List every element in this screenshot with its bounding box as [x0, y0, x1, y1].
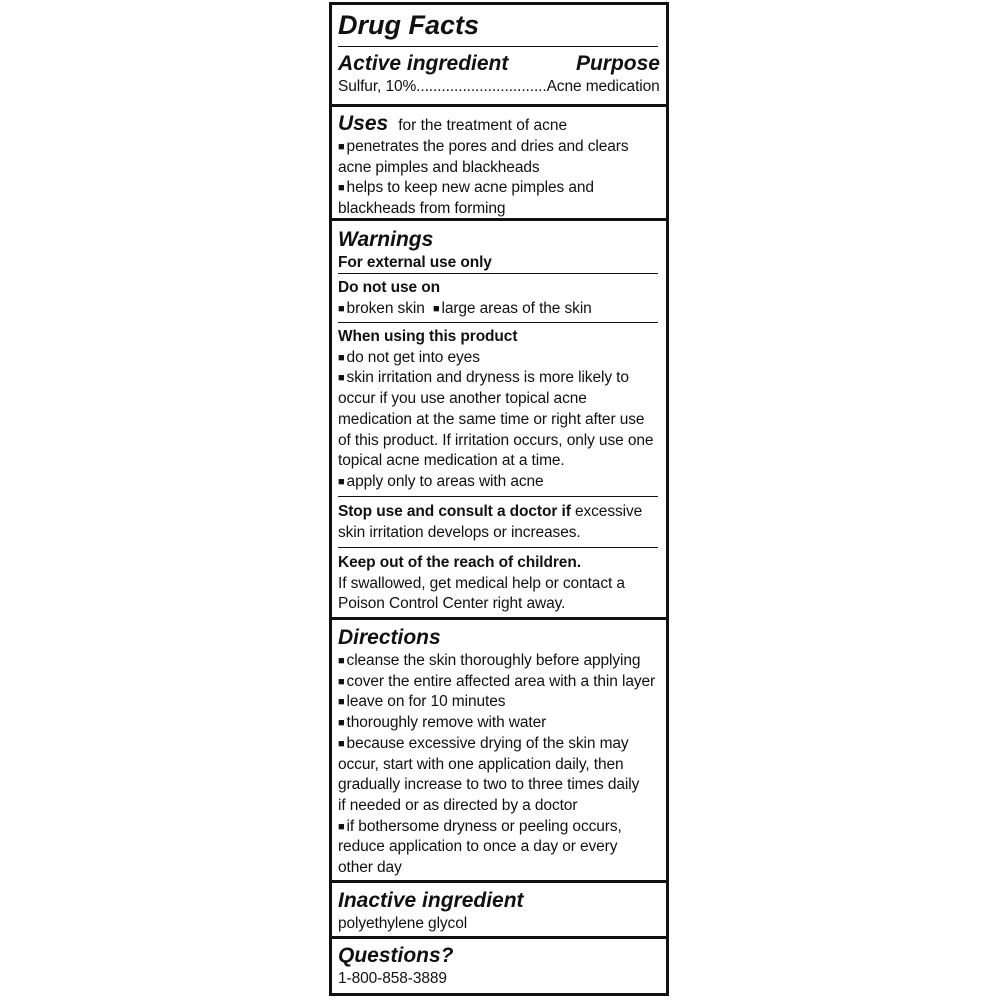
uses-intro: for the treatment of acne [398, 117, 568, 134]
directions-line-2: ■ cover the entire affected area with a thin layer [338, 672, 660, 693]
active-ingredient-section [332, 51, 666, 98]
do-not-use-heading: Do not use on [338, 279, 441, 296]
when-using-line-5: of this product. If irritation occurs, only use one [338, 431, 654, 449]
directions-line-9: ■ if bothersome dryness or peeling occurs, [338, 817, 660, 838]
when-using-line-1: ■ do not get into eyes [338, 348, 660, 369]
stop-use-heading: Stop use and consult a doctor if [338, 503, 571, 520]
inactive-ingredient-heading: Inactive ingredient [338, 889, 524, 912]
when-using-line-7: ■ apply only to areas with acne [338, 472, 660, 493]
stop-use-section [332, 502, 666, 543]
title-divider [338, 46, 658, 47]
questions-section [332, 936, 666, 990]
directions-line-6: occur, start with one application daily, then [338, 755, 624, 773]
keep-out-line-1: If swallowed, get medical help or contact a [338, 574, 625, 592]
external-use-line: For external use only [338, 254, 492, 271]
drug-facts-panel [329, 2, 669, 996]
directions-line-4: ■ thoroughly remove with water [338, 713, 660, 734]
directions-line-8: if needed or as directed by a doctor [338, 796, 578, 814]
warnings-section [332, 218, 666, 274]
warnings-heading: Warnings [338, 228, 434, 251]
active-ingredient-line: Sulfur, 10%...............................Acne medication [338, 78, 660, 95]
directions-line-11: other day [338, 859, 402, 877]
inactive-ingredient-section [332, 880, 666, 935]
drug-facts-title: Drug Facts [338, 10, 480, 40]
keep-out-heading: Keep out of the reach of children. [338, 554, 581, 571]
directions-line-5: ■ because excessive drying of the skin may [338, 734, 660, 755]
do-not-use-item-2: ■ large areas of the skin [433, 300, 592, 317]
questions-phone: 1-800-858-3889 [338, 970, 447, 987]
do-not-use-item-1: ■ broken skin [338, 300, 425, 317]
warnings-divider-2 [338, 322, 658, 323]
directions-line-7: gradually increase to two to three times daily [338, 776, 640, 794]
warnings-divider-1 [338, 273, 658, 274]
directions-line-1: ■ cleanse the skin thoroughly before applying [338, 651, 660, 672]
when-using-line-6: topical acne medication at a time. [338, 452, 565, 470]
when-using-heading: When using this product [338, 328, 518, 345]
uses-section [332, 104, 666, 220]
directions-heading: Directions [338, 626, 441, 649]
purpose-heading: Purpose [575, 52, 660, 75]
uses-line-2: acne pimples and blackheads [338, 158, 540, 176]
keep-out-line-2: Poison Control Center right away. [338, 595, 566, 613]
do-not-use-section [332, 278, 666, 319]
title-section [332, 8, 666, 42]
stop-use-text: excessive [574, 503, 643, 520]
when-using-line-3: occur if you use another topical acne [338, 390, 587, 408]
uses-line-4: blackheads from forming [338, 200, 506, 218]
questions-heading: Questions? [338, 944, 454, 967]
keep-out-section [332, 553, 666, 615]
directions-section [332, 617, 666, 879]
when-using-line-4: medication at the same time or right after use [338, 410, 645, 428]
uses-line-1: ■ penetrates the pores and dries and clears [338, 137, 660, 158]
when-using-section [332, 327, 666, 493]
uses-heading: Uses [338, 112, 389, 135]
uses-line-3: ■ helps to keep new acne pimples and [338, 178, 660, 199]
directions-line-3: ■ leave on for 10 minutes [338, 692, 660, 713]
active-ingredient-heading: Active ingredient [338, 52, 509, 75]
when-using-line-2: ■ skin irritation and dryness is more likely to [338, 368, 660, 389]
stop-use-line-2: skin irritation develops or increases. [338, 523, 581, 541]
warnings-divider-3 [338, 496, 658, 497]
directions-line-10: reduce application to once a day or every [338, 838, 618, 856]
inactive-ingredient-value: polyethylene glycol [338, 915, 468, 932]
warnings-divider-4 [338, 547, 658, 548]
